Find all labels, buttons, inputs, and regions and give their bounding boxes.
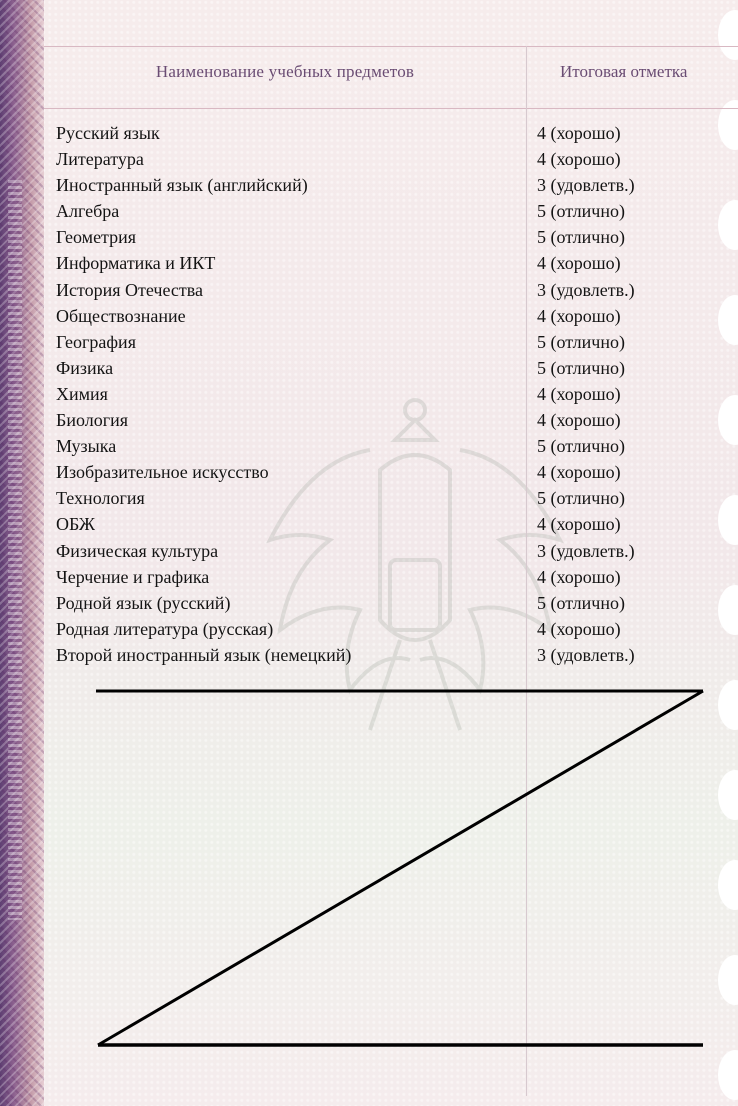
- subject-name: Черчение и графика: [56, 566, 210, 587]
- final-grade: 5 (отлично): [537, 488, 625, 509]
- final-grade: 5 (отлично): [537, 357, 625, 378]
- subject-name: Русский язык: [56, 123, 160, 143]
- final-grade: 4 (хорошо): [537, 462, 621, 483]
- subject-name: Иностранный язык (английский): [56, 175, 308, 196]
- subject-name: Алгебра: [56, 201, 120, 222]
- final-grade: 4 (хорошо): [537, 514, 621, 535]
- subject-name: Физическая культура: [56, 540, 219, 561]
- subject-name: Обществознание: [56, 305, 186, 326]
- subject-name: Родная литература (русская): [56, 618, 274, 639]
- final-grade: 5 (отлично): [537, 436, 625, 457]
- subject-name: Литература: [56, 149, 144, 170]
- subject-name: История Отечества: [56, 279, 204, 300]
- grade-column-header: Итоговая отметка: [560, 62, 688, 81]
- subject-name: Геометрия: [56, 227, 137, 248]
- final-grade: 4 (хорошо): [537, 305, 621, 326]
- final-grade: 5 (отлично): [537, 592, 625, 613]
- final-grade: 5 (отлично): [537, 201, 625, 222]
- final-grade: 4 (хорошо): [537, 253, 621, 274]
- subject-name: Второй иностранный язык (немецкий): [56, 644, 352, 665]
- final-grade: 3 (удовлетв.): [537, 279, 635, 300]
- subject-name: ОБЖ: [56, 514, 96, 535]
- z-diagonal-stroke: [98, 691, 703, 1045]
- final-grade: 4 (хорошо): [537, 618, 621, 639]
- subject-name: Химия: [56, 383, 108, 404]
- subject-name: Физика: [56, 357, 114, 378]
- final-grade: 3 (удовлетв.): [537, 540, 635, 561]
- subject-name: Технология: [56, 488, 145, 509]
- subject-name: Родной язык (русский): [56, 592, 231, 613]
- subjects-column-header: Наименование учебных предметов: [155, 62, 415, 81]
- final-grade: 5 (отлично): [537, 227, 625, 248]
- final-grade: 4 (хорошо): [537, 410, 621, 431]
- final-grade: 5 (отлично): [537, 331, 625, 352]
- final-grade: 4 (хорошо): [537, 566, 621, 587]
- subject-name: Информатика и ИКТ: [56, 253, 216, 274]
- subject-name: География: [56, 331, 136, 352]
- subject-name: Музыка: [56, 436, 117, 457]
- final-grade: 4 (хорошо): [537, 123, 621, 143]
- final-grade: 4 (хорошо): [537, 149, 621, 170]
- subject-name: Биология: [56, 410, 129, 431]
- final-grade: 3 (удовлетв.): [537, 175, 635, 196]
- subject-name: Изобразительное искусство: [56, 462, 269, 483]
- final-grade: 3 (удовлетв.): [537, 644, 635, 665]
- final-grade: 4 (хорошо): [537, 383, 621, 404]
